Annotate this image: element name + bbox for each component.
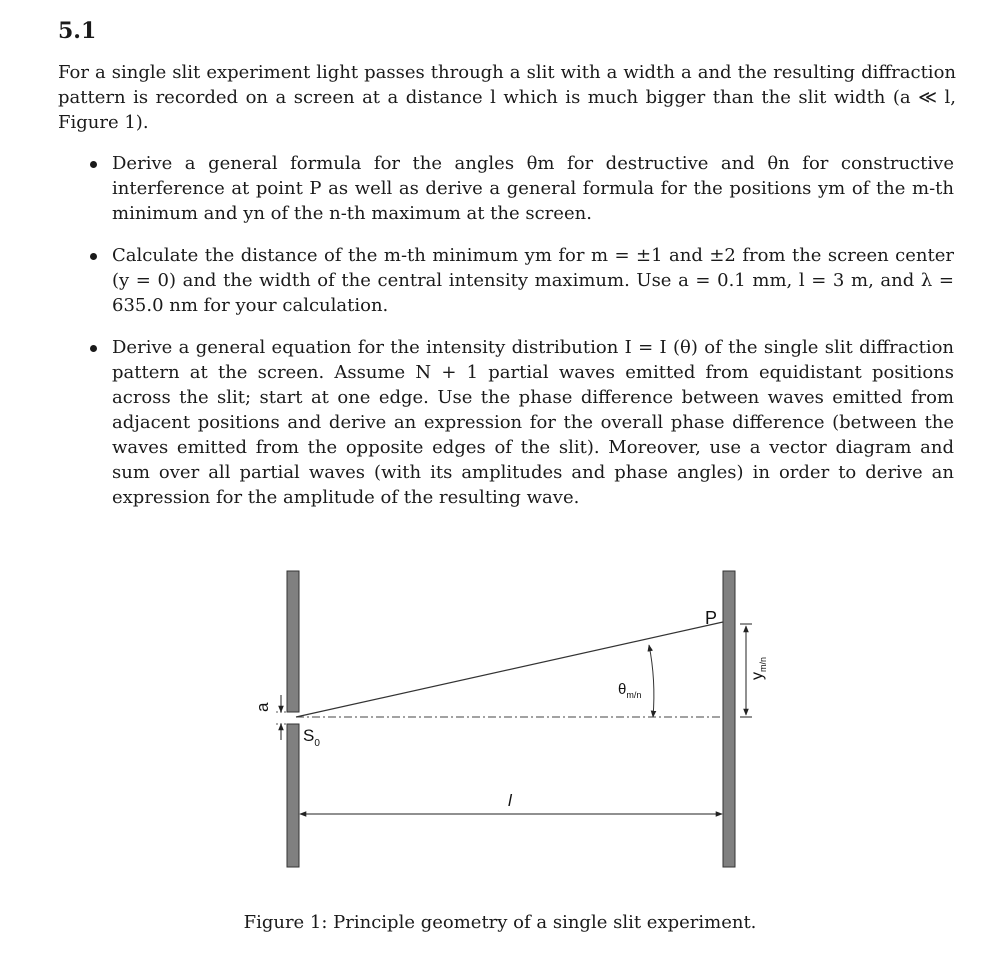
point-p-label: P [705, 608, 718, 628]
task-item-1 [112, 151, 954, 226]
svg-text:a: a [253, 702, 272, 712]
task-text: Derive a general equation for the intensity distribution I = I (θ) of the single slit diffraction pattern at the screen. Assume N + 1 partial waves emitted from equidistant positions across the slit; start at one edge. Use the phase difference between waves emitted from adjacent positions and derive an expression for the overall phase difference (between the waves emitted from the opposite edges of the slit). Moreover, use a vector diagram and sum over all partial waves (with its amplitudes and phase angles) in order to derive an expression for the amplitude of the resulting wave. [112, 337, 954, 508]
l-label: l [508, 791, 512, 810]
slit-source-label: $S_0$ [303, 726, 320, 749]
intro-paragraph: For a single slit experiment light passes through a slit with a width a and the resulting diffraction pattern is recorded on a screen at a distance l which is much bigger than the slit width (a ≪ l, Figure 1). [58, 62, 956, 133]
figure-caption: Figure 1: Principle geometry of a single slit experiment. [243, 912, 757, 933]
slit-geometry-figure [0, 540, 1000, 910]
screen-bar [723, 571, 735, 867]
slit-wall-lower [287, 724, 299, 867]
bullet-icon [90, 161, 97, 168]
task-text: Derive a general formula for the angles θm for destructive and θn for constructive interference at point P as well as derive a general formula for the positions ym of the m-th minimum and yn of the n-th maximum at the screen. [112, 153, 954, 224]
ray-to-p [296, 622, 723, 717]
figure-diagram [0, 540, 1000, 910]
bullet-icon [90, 253, 97, 260]
slit-wall-upper [287, 571, 299, 712]
task-item-3 [112, 335, 954, 510]
y-label [749, 657, 768, 680]
svg-text:ym/n: $y_{m/n}$ [749, 656, 768, 680]
task-item-2 [112, 243, 954, 318]
task-text: Calculate the distance of the m-th minimum ym for m = ±1 and ±2 from the screen center (y = 0) and the width of the central intensity maximum. Use a = 0.1 mm, l = 3 m, and λ = 635.0 nm for your calculation. [112, 245, 954, 316]
theta-arc [649, 645, 654, 717]
bullet-icon [90, 345, 97, 352]
a-label [253, 702, 272, 712]
section-number: 5.1 [58, 18, 97, 44]
theta-label: $\theta_{m/n}$ [618, 681, 642, 700]
